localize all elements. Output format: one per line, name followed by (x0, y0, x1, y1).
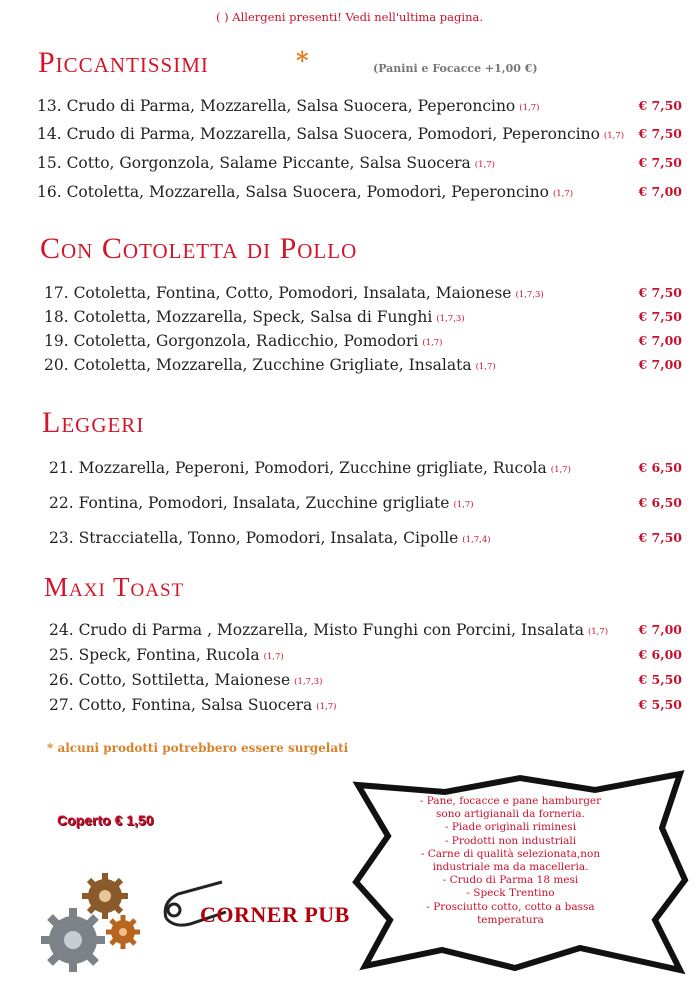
allergen-codes: (1,7) (453, 500, 474, 510)
item-price: € 7,00 (638, 357, 682, 372)
allergen-codes: (1,7) (475, 362, 496, 372)
info-box-text (403, 795, 618, 927)
item-name: 16. Cotoletta, Mozzarella, Salsa Suocera, Pomodori, Peperoncino (37, 183, 549, 201)
item-price: € 7,00 (638, 333, 682, 348)
info-line: - Piade originali riminesi (444, 821, 577, 834)
item-price: € 5,50 (638, 697, 682, 712)
item-name: 25. Speck, Fontina, Rucola (49, 646, 260, 664)
menu-item (0, 332, 699, 356)
allergen-codes: (1,7,3) (515, 290, 544, 300)
item-price: € 7,00 (638, 622, 682, 637)
menu-item (0, 154, 699, 178)
menu-item (0, 308, 699, 332)
info-line: - Crudo di Parma 18 mesi (442, 874, 579, 887)
item-price: € 5,50 (638, 672, 682, 687)
info-line: - Speck Trentino (466, 887, 555, 900)
item-price: € 6,50 (638, 460, 682, 475)
info-line: temperatura (477, 913, 544, 926)
gears-icon (35, 868, 150, 978)
section-title-maxi-toast: Maxi Toast (44, 572, 185, 602)
menu-item (0, 459, 699, 483)
info-line: sono artigianali da forneria. (436, 808, 585, 821)
allergen-codes: (1,7) (316, 702, 337, 712)
item-price: € 7,50 (638, 285, 682, 300)
menu-item (0, 696, 699, 720)
item-name: 22. Fontina, Pomodori, Insalata, Zucchine grigliate (49, 494, 450, 512)
menu-item (0, 621, 699, 645)
item-price: € 6,00 (638, 647, 682, 662)
allergen-codes: (1,7,3) (436, 314, 465, 324)
item-name: 26. Cotto, Sottiletta, Maionese (49, 671, 291, 689)
item-name: 23. Stracciatella, Tonno, Pomodori, Insalata, Cipolle (49, 529, 459, 547)
menu-item (0, 284, 699, 308)
info-line: industriale ma da macelleria. (432, 861, 589, 874)
menu-item (0, 125, 699, 149)
item-name: 18. Cotoletta, Mozzarella, Speck, Salsa di Funghi (44, 308, 433, 326)
menu-item (0, 356, 699, 380)
allergen-codes: (1,7,4) (462, 535, 491, 545)
item-name: 21. Mozzarella, Peperoni, Pomodori, Zucchine grigliate, Rucola (49, 459, 547, 477)
surcharge-note: (Panini e Focacce +1,00 €) (373, 62, 538, 75)
info-line: - Prosciutto cotto, cotto a bassa (426, 900, 595, 913)
allergen-codes: (1,7) (587, 627, 609, 637)
allergen-codes: (1,7,3) (294, 677, 323, 687)
menu-item (0, 646, 699, 670)
allergen-codes: (1,7) (474, 160, 495, 170)
allergen-codes: (1,7) (603, 131, 625, 141)
allergen-codes: (1,7) (263, 652, 284, 662)
item-name: 15. Cotto, Gorgonzola, Salame Piccante, Salsa Suocera (37, 154, 471, 172)
allergen-codes: (1,7) (519, 103, 540, 113)
menu-item (0, 529, 699, 553)
info-line: - Prodotti non industriali (444, 834, 577, 847)
allergen-codes: (1,7) (422, 338, 443, 348)
coperto-label: Coperto € 1,50 (57, 812, 154, 828)
section-title-piccantissimi: Piccantissimi (38, 46, 209, 79)
menu-item (0, 671, 699, 695)
info-line: - Carne di qualità selezionata,non (420, 847, 601, 860)
item-price: € 7,00 (638, 184, 682, 199)
item-name: 17. Cotoletta, Fontina, Cotto, Pomodori, Insalata, Maionese (44, 284, 512, 302)
info-line: - Pane, focacce e pane hamburger (419, 795, 602, 807)
item-price: € 7,50 (638, 98, 682, 113)
menu-item (0, 494, 699, 518)
allergen-note: ( ) Allergeni presenti! Vedi nell'ultima pagina. (216, 10, 483, 24)
allergen-codes: (1,7) (552, 189, 574, 199)
frozen-products-note: * alcuni prodotti potrebbero essere surgelati (47, 741, 349, 755)
menu-item (0, 97, 699, 121)
section-title-cotoletta: Con Cotoletta di Pollo (40, 232, 358, 265)
allergen-codes: (1,7) (550, 465, 571, 475)
logo-text: CORNER PUB (200, 902, 350, 927)
item-price: € 7,50 (638, 155, 682, 170)
item-name: 20. Cotoletta, Mozzarella, Zucchine Grigliate, Insalata (44, 356, 472, 374)
item-name: 24. Crudo di Parma , Mozzarella, Misto Funghi con Porcini, Insalata (49, 621, 584, 639)
asterisk-mark: * (296, 46, 309, 75)
section-title-leggeri: Leggeri (42, 406, 145, 439)
item-name: 19. Cotoletta, Gorgonzola, Radicchio, Pomodori (44, 332, 419, 350)
item-name: 14. Crudo di Parma, Mozzarella, Salsa Suocera, Pomodori, Peperoncino (37, 125, 600, 143)
item-price: € 7,50 (638, 126, 682, 141)
menu-item (0, 183, 699, 207)
item-name: 13. Crudo di Parma, Mozzarella, Salsa Suocera, Peperoncino (37, 97, 516, 115)
item-price: € 7,50 (638, 530, 682, 545)
item-price: € 7,50 (638, 309, 682, 324)
item-price: € 6,50 (638, 495, 682, 510)
item-name: 27. Cotto, Fontina, Salsa Suocera (49, 696, 313, 714)
